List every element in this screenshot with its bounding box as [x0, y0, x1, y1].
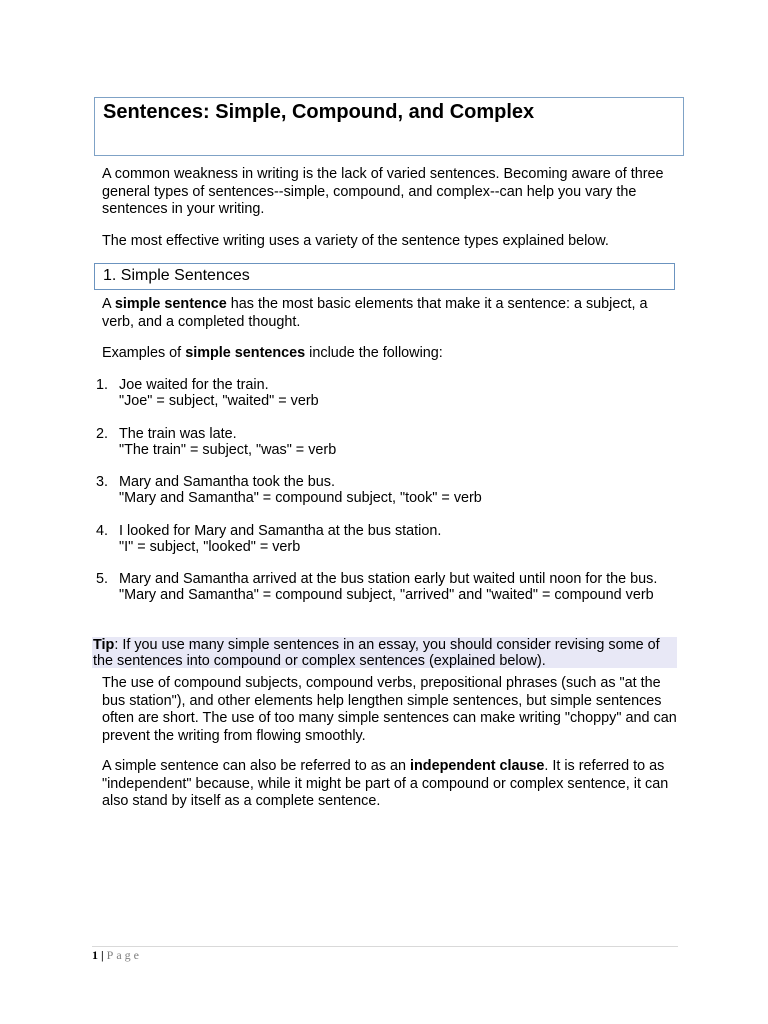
section-heading-box	[94, 263, 675, 290]
example-analysis: "Joe" = subject, "waited" = verb	[119, 393, 319, 410]
example-sentence: Mary and Samantha took the bus.	[119, 474, 335, 490]
tip-callout	[92, 637, 677, 668]
example-analysis: "Mary and Samantha" = compound subject, "took" = verb	[119, 490, 482, 507]
page-number: 1	[92, 948, 98, 962]
independent-text-post: . It is referred to as "independent" because, while it might be part of a compound or complex sentence, it can also stand by itself as a complete sentence.	[102, 758, 669, 810]
list-item-number: 2.	[96, 426, 109, 442]
title-box	[94, 97, 684, 156]
list-item-number: 3.	[96, 474, 109, 490]
tip-text	[93, 637, 677, 670]
definition-paragraph	[102, 296, 682, 331]
independent-term: independent clause	[409, 758, 545, 774]
example-sentence: I looked for Mary and Samantha at the bus station.	[119, 523, 442, 539]
page-footer	[92, 948, 142, 963]
independent-text-pre: A simple sentence can also be referred to as an	[102, 758, 410, 774]
page-label: Page	[106, 948, 142, 962]
example-sentence: Mary and Samantha arrived at the bus station early but waited until noon for the bus.	[119, 571, 658, 587]
examples-term: simple sentences	[185, 345, 306, 361]
definition-text-post: has the most basic elements that make it a sentence: a subject, a verb, and a completed thought.	[102, 296, 648, 330]
usage-paragraph: The use of compound subjects, compound verbs, prepositional phrases (such as "at the bus station"), and other elements help lengthen simple sentences, but simple sentences often are short. The use of too many simple sentences can make writing "choppy" and can prevent the writing from flowing smoothly.	[102, 675, 677, 744]
footer-divider	[92, 946, 678, 947]
examples-text-post: include the following:	[305, 345, 443, 361]
tip-label: Tip	[93, 637, 115, 653]
independent-clause-paragraph	[102, 758, 682, 811]
example-sentence: Joe waited for the train.	[119, 377, 269, 393]
section-heading: 1. Simple Sentences	[103, 267, 250, 284]
definition-term: simple sentence	[114, 296, 227, 312]
example-analysis: "The train" = subject, "was" = verb	[119, 442, 337, 459]
intro-paragraph: A common weakness in writing is the lack of varied sentences. Becoming aware of three general types of sentences--simple, compound, and complex--can help you vary the sentences in your writing.	[102, 166, 664, 218]
list-item-number: 5.	[96, 571, 109, 587]
example-analysis: "Mary and Samantha" = compound subject, "arrived" and "waited" = compound verb	[119, 587, 654, 604]
examples-text-pre: Examples of	[102, 345, 186, 361]
list-item-number: 4.	[96, 523, 109, 539]
examples-intro	[102, 345, 682, 363]
page-title: Sentences: Simple, Compound, and Complex	[103, 101, 535, 123]
footer-separator: |	[101, 948, 104, 962]
example-analysis: "I" = subject, "looked" = verb	[119, 539, 301, 556]
tip-body: : If you use many simple sentences in an essay, you should consider revising some of the sentences into compound or complex sentences (explained below).	[93, 637, 660, 670]
list-item-number: 1.	[96, 377, 109, 393]
definition-text-pre: A	[102, 296, 115, 312]
intro-paragraph-2: The most effective writing uses a variety of the sentence types explained below.	[102, 233, 609, 249]
example-sentence: The train was late.	[119, 426, 237, 442]
